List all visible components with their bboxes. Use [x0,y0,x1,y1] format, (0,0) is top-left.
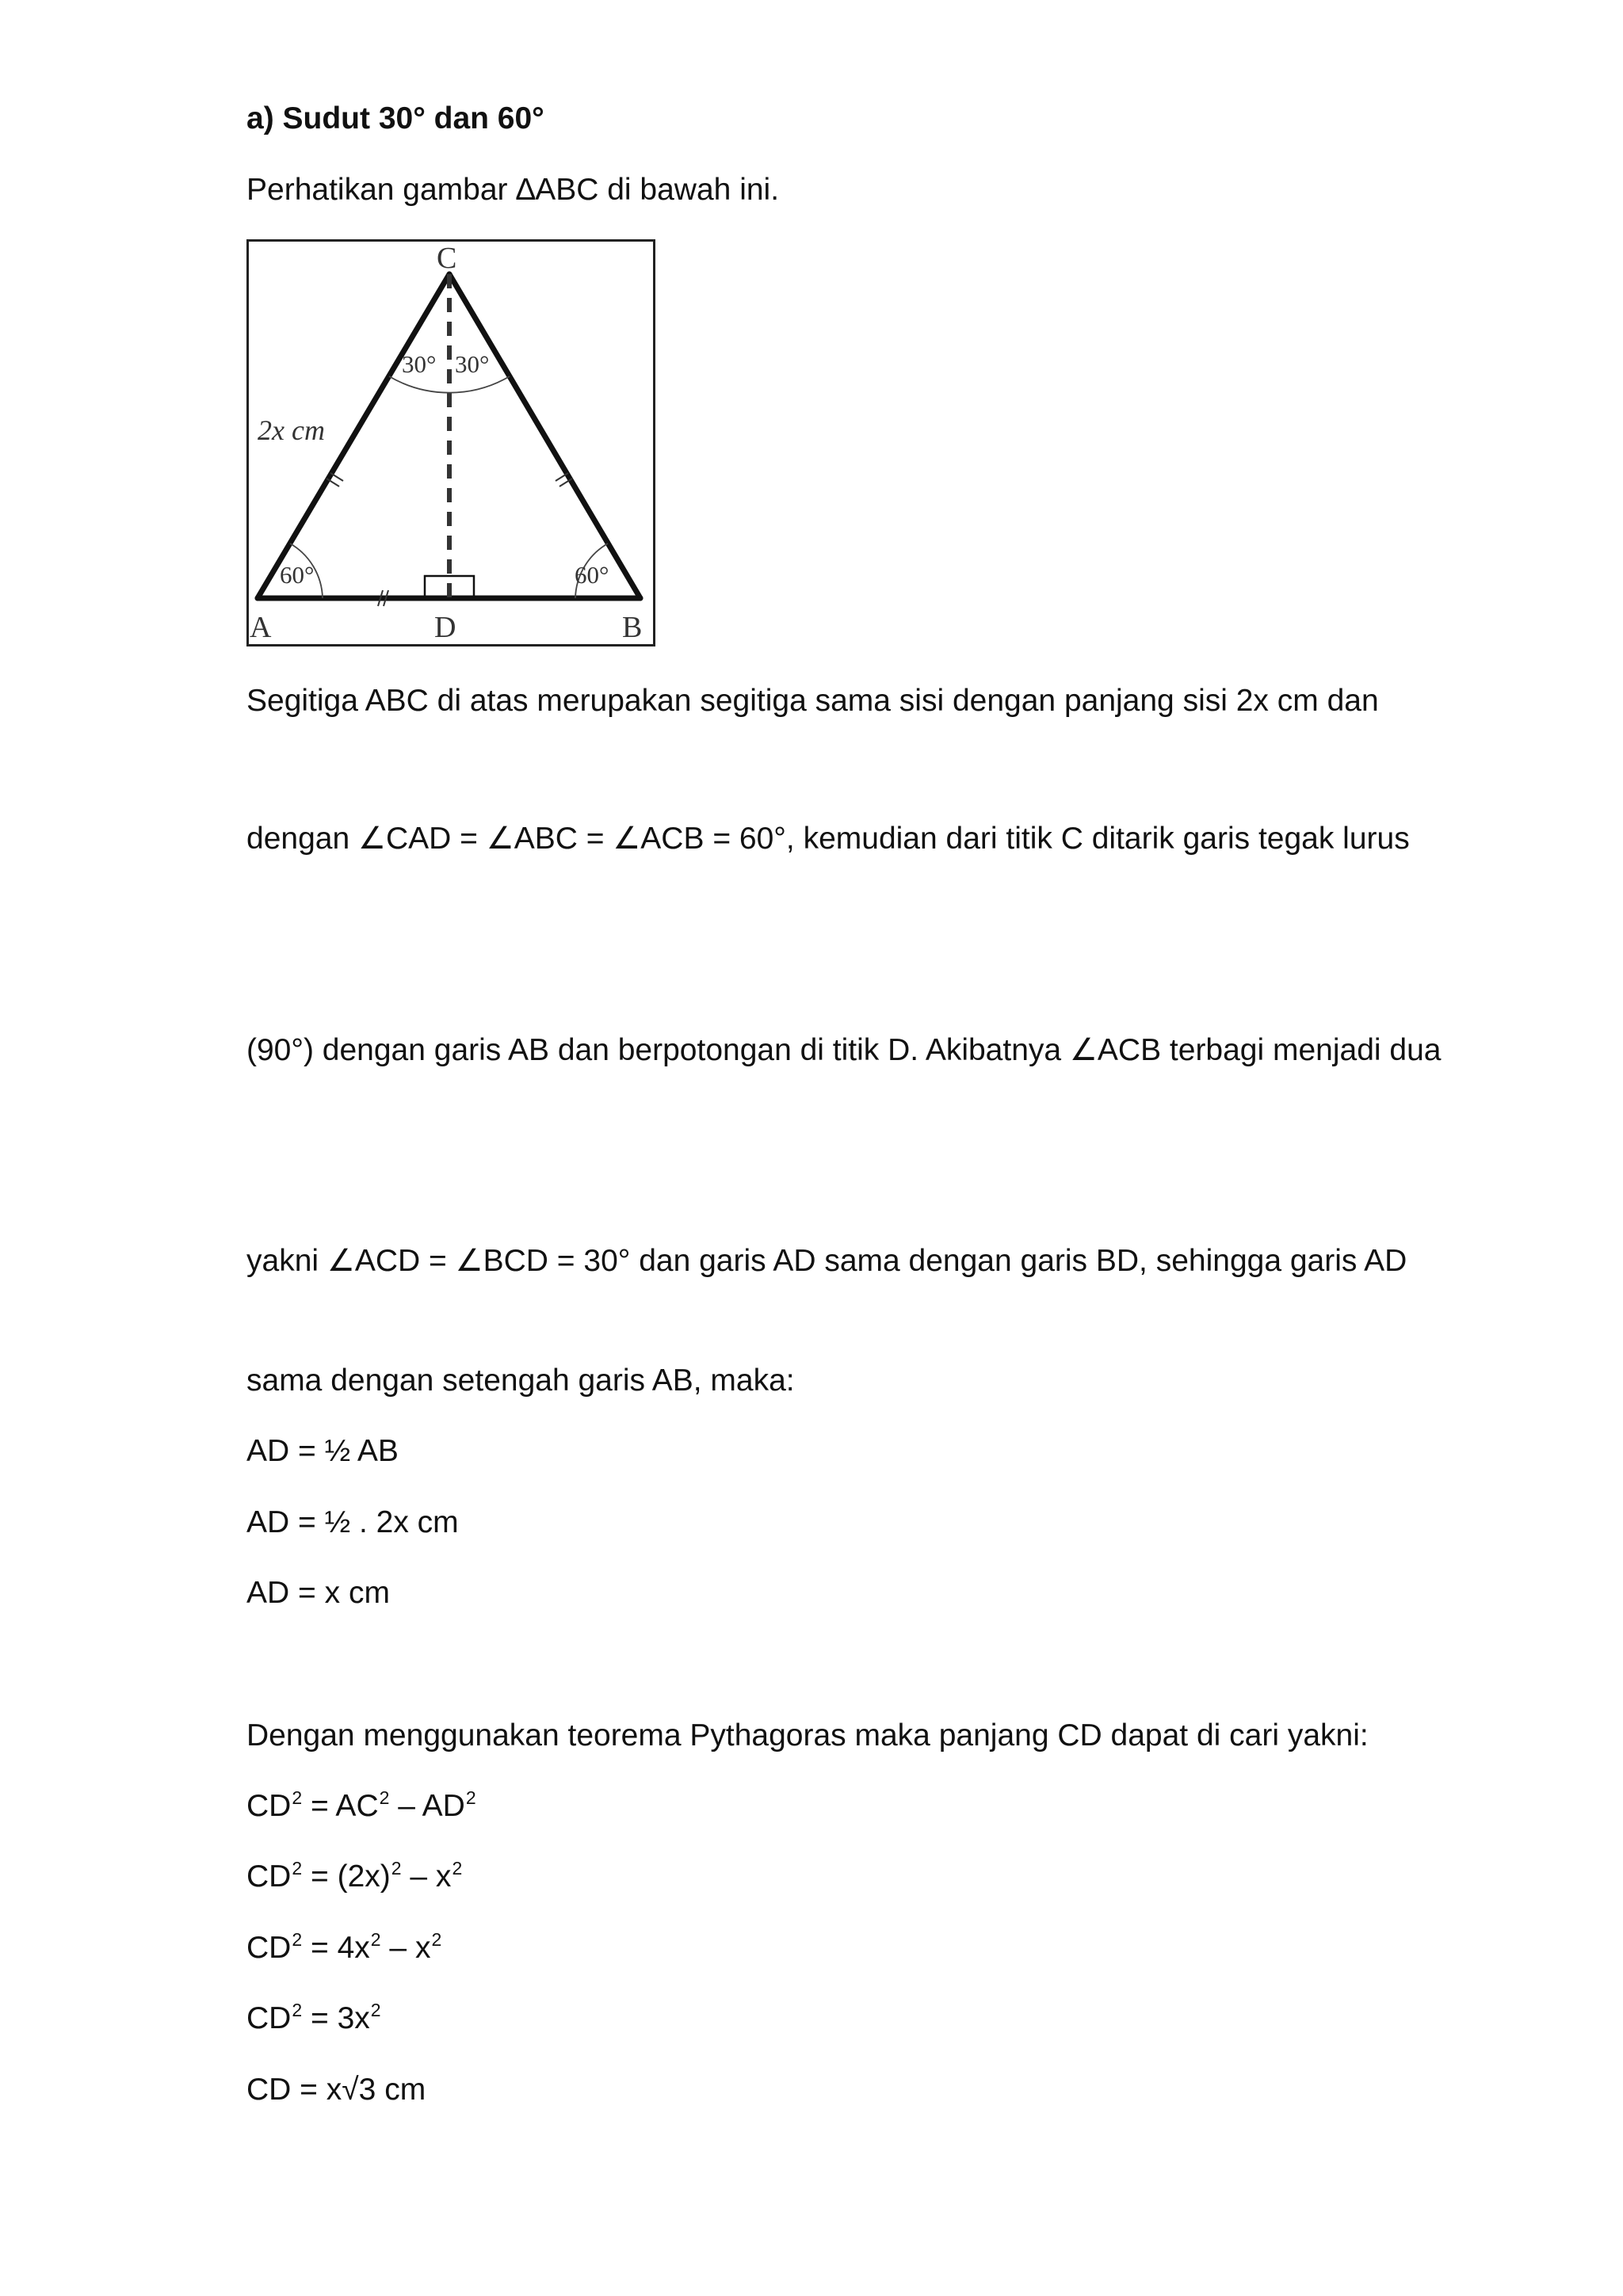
label-b: B [622,611,643,644]
label-angle-c-left: 30° [402,350,437,378]
cd-step-4: $CD^2 = 3x^2$ [246,2000,381,2035]
label-d: D [434,611,456,644]
section-heading: a) Sudut 30° dan 60° [246,101,544,135]
paragraph-line-1: Segitiga ABC di atas merupakan segitiga sama sisi dengan panjang sisi 2x cm dan [246,684,1379,718]
cd-step-5: CD = x√3 cm [246,2073,426,2107]
paragraph-line-4: yakni ∠ACD = ∠BCD = 30° dan garis AD sama dengan garis BD, sehingga garis AD [246,1244,1407,1278]
ad-step-1: AD = ½ AB [246,1434,399,1468]
paragraph-line-3: (90°) dengan garis AB dan berpotongan di titik D. Akibatnya ∠ACB terbagi menjadi dua [246,1033,1442,1067]
paragraph-line-5: sama dengan setengah garis AB, maka: [246,1363,795,1398]
label-angle-a: 60° [280,561,315,589]
ad-step-3: AD = x cm [246,1576,390,1610]
pythagoras-intro: Dengan menggunakan teorema Pythagoras maka panjang CD dapat di cari yakni: [246,1718,1369,1753]
cd-step-1: $CD^2 = AC^2 - AD^2$ [246,1787,476,1823]
label-side-2x: 2x cm [258,414,325,446]
paragraph-line-2: dengan ∠CAD = ∠ABC = ∠ACB = 60°, kemudian dari titik C ditarik garis tegak lurus [246,822,1410,856]
label-a: A [250,611,272,644]
intro-text: Perhatikan gambar ∆ABC di bawah ini. [246,173,780,207]
label-c: C [437,242,457,275]
label-angle-c-right: 30° [455,350,490,378]
cd-step-3: $CD^2 = 4x^2 - x^2$ [246,1929,442,1965]
ad-step-2: AD = ½ . 2x cm [246,1505,459,1539]
triangle-figure [246,239,655,646]
label-angle-b: 60° [575,561,609,589]
cd-step-2: $CD^2 = (2x)^2 - x^2$ [246,1858,463,1894]
